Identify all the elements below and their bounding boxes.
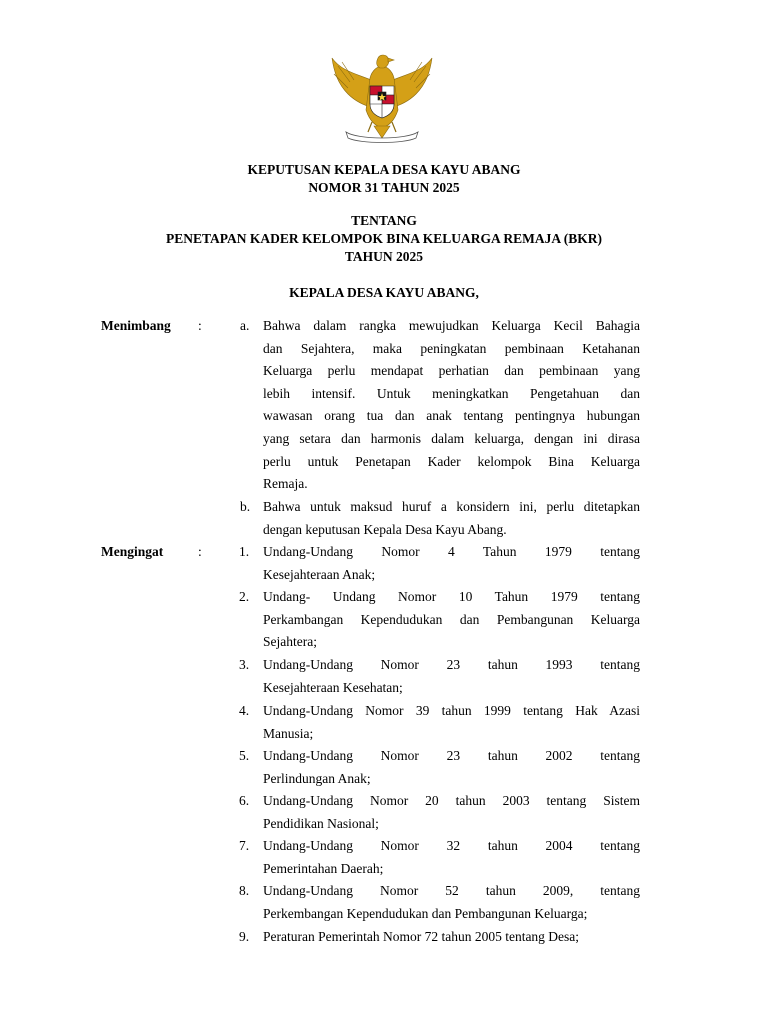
text-line: Keluarga perlu mendapat perhatian dan pembinaan yang [263, 363, 640, 379]
menimbang-item-a [263, 315, 640, 496]
menimbang-colon: : [198, 318, 202, 333]
text-line: Remaja. [263, 476, 308, 492]
text-line: wawasan orang tua dan anak tentang pentingnya hubungan [263, 408, 640, 424]
mengingat-label: Mengingat [101, 544, 164, 559]
text-line: Undang-Undang Nomor 23 tahun 2002 tentang [263, 748, 640, 763]
text-line: dengan keputusan Kepala Desa Kayu Abang. [263, 521, 507, 537]
mengingat-marker-5: 5. [239, 748, 250, 763]
menimbang-item-b [263, 496, 640, 541]
mengingat-marker-2: 2. [239, 589, 250, 604]
mengingat-item-3 [263, 654, 640, 699]
decree-subject-year: TAHUN 2025 [344, 249, 424, 264]
mengingat-item-6 [263, 790, 640, 835]
tentang-heading: TENTANG [351, 213, 417, 228]
text-line: Undang-Undang Nomor 39 tahun 1999 tentang Hak Azasi [263, 703, 640, 718]
text-line: Perkambangan Kependudukan dan Pembangunan Keluarga [263, 611, 640, 627]
mengingat-item-8 [263, 880, 640, 925]
decree-title: KEPUTUSAN KEPALA DESA KAYU ABANG [247, 162, 521, 177]
garuda-emblem [328, 52, 436, 144]
text-line: Bahwa dalam rangka mewujudkan Keluarga Kecil Bahagia [263, 318, 640, 333]
decree-number: NOMOR 31 TAHUN 2025 [308, 180, 460, 195]
text-line: Undang- Undang Nomor 10 Tahun 1979 tentang [263, 589, 640, 604]
text-line: Perlindungan Anak; [263, 770, 371, 786]
mengingat-marker-4: 4. [239, 703, 250, 718]
mengingat-marker-9: 9. [239, 929, 250, 944]
text-line: lebih intensif. Untuk meningkatkan Pengetahuan dan [263, 385, 640, 401]
official-title: KEPALA DESA KAYU ABANG, [289, 285, 479, 300]
text-line: Undang-Undang Nomor 23 tahun 1993 tentang [263, 657, 640, 672]
mengingat-item-7 [263, 835, 640, 880]
text-line: Undang-Undang Nomor 32 tahun 2004 tentang [263, 838, 640, 853]
mengingat-marker-6: 6. [239, 793, 250, 808]
text-line: Bahwa untuk maksud huruf a konsidern ini, perlu ditetapkan [263, 499, 640, 514]
text-line: Kesejahteraan Kesehatan; [263, 679, 403, 695]
menimbang-marker-b: b. [240, 499, 251, 514]
mengingat-marker-1: 1. [239, 544, 250, 559]
mengingat-item-9 [263, 926, 640, 949]
text-line: Pemerintahan Daerah; [263, 860, 384, 876]
mengingat-colon: : [198, 544, 202, 559]
mengingat-item-4 [263, 700, 640, 745]
text-line: Undang-Undang Nomor 52 tahun 2009, tentang [263, 883, 640, 898]
mengingat-item-5 [263, 745, 640, 790]
text-line: Sejahtera; [263, 634, 317, 650]
text-line: Undang-Undang Nomor 4 Tahun 1979 tentang [263, 544, 640, 559]
decree-subject: PENETAPAN KADER KELOMPOK BINA KELUARGA REMAJA (BKR) [165, 231, 603, 246]
mengingat-item-1 [263, 541, 640, 586]
mengingat-item-2 [263, 586, 640, 654]
mengingat-marker-7: 7. [239, 838, 250, 853]
text-line: Manusia; [263, 725, 314, 741]
text-line: Perkembangan Kependudukan dan Pembangunan Keluarga; [263, 905, 588, 921]
mengingat-marker-8: 8. [239, 883, 250, 898]
text-line: dan Sejahtera, maka peningkatan pembinaan Ketahanan [263, 340, 640, 356]
mengingat-marker-3: 3. [239, 657, 250, 672]
text-line: Kesejahteraan Anak; [263, 566, 376, 582]
text-line: perlu untuk Penetapan Kader kelompok Bina Keluarga [263, 453, 640, 469]
text-line: yang setara dan harmonis dalam keluarga, dengan ini dirasa [263, 430, 640, 446]
menimbang-label: Menimbang [101, 318, 171, 333]
text-line: Undang-Undang Nomor 20 tahun 2003 tentang Sistem [263, 793, 640, 808]
text-line: Pendidikan Nasional; [263, 815, 379, 831]
text-line: Peraturan Pemerintah Nomor 72 tahun 2005 tentang Desa; [263, 929, 580, 944]
menimbang-marker-a: a. [240, 318, 250, 333]
